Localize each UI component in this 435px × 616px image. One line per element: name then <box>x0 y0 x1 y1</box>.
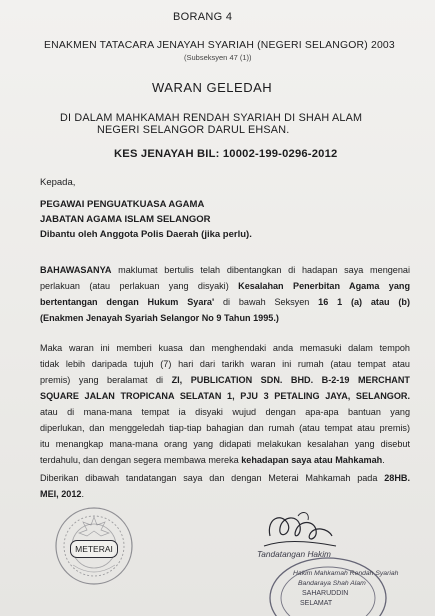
paragraph-line <box>40 372 410 388</box>
paragraph-declaration <box>40 262 410 326</box>
enactment-title: ENAKMEN TATACARA JENAYAH SYARIAH (NEGERI SELANGOR) 2003 <box>44 40 395 51</box>
bold-text: BAHAWASANYA <box>40 265 112 275</box>
signature-caption: Tandatangan Hakim <box>257 549 331 559</box>
text: premis) yang beralamat di <box>40 375 172 385</box>
seal-label: METERAI <box>75 544 113 554</box>
text: di bawah Seksyen <box>214 297 319 307</box>
bold-text: MEI, 2012 <box>40 489 82 499</box>
court-line-2: NEGERI SELANGOR DARUL EHSAN. <box>97 124 290 136</box>
bold-text: SQUARE JALAN TROPICANA SELATAN 1, PJU 3 PETALING JAYA, SELANGOR. <box>40 391 410 401</box>
judge-name-2: SELAMAT <box>300 600 333 607</box>
judge-title: Hakim Mahkamah Rendah Syariah <box>293 570 399 577</box>
recipient-salutation: Kepada, <box>40 177 76 188</box>
recipient-line-3: Dibantu oleh Anggota Polis Daerah (jika perlu). <box>40 229 252 240</box>
paragraph-line <box>40 262 410 278</box>
bold-text: (Enakmen Jenayah Syariah Selangor No 9 Tahun 1995.) <box>40 313 279 323</box>
text: itu menangkap mana-mana orang yang didapati melakukan kesalahan yang disebut <box>40 439 410 449</box>
paragraph-authority <box>40 340 410 468</box>
text: tidak lebih daripada tujuh (7) hari dari tarikh waran ini rumah (atau tempat atau <box>40 359 410 369</box>
recipient-line-2: JABATAN AGAMA ISLAM SELANGOR <box>40 214 211 225</box>
bold-text: ZI, PUBLICATION SDN. BHD. B-2-19 MERCHANT <box>171 375 410 385</box>
bold-text: 16 1 (a) atau (b) <box>318 297 411 307</box>
paragraph-line <box>40 404 410 420</box>
document-title: WARAN GELEDAH <box>152 80 273 95</box>
bold-text: Kesalahan Penerbitan Agama yang <box>238 281 410 291</box>
text: maklumat bertulis telah dibentangkan di hadapan saya mengenai <box>111 265 410 275</box>
subsection-ref: (Subseksyen 47 (1)) <box>184 53 252 62</box>
paragraph-line <box>40 470 410 486</box>
judge-name-1: SAHARUDDIN <box>302 590 349 597</box>
text: Maka waran ini memberi kuasa dan menghendaki anda memasuki dalam tempoh <box>40 343 410 353</box>
paragraph-line <box>40 310 410 326</box>
paragraph-issued <box>40 470 410 502</box>
text: diperlukan, dan menggeledah tiap-tiap bahagian dan rumah (atau tempat atau premis) <box>40 423 410 433</box>
paragraph-line <box>40 452 410 468</box>
paragraph-line <box>40 278 410 294</box>
court-line-1: DI DALAM MAHKAMAH RENDAH SYARIAH DI SHAH ALAM <box>60 112 363 124</box>
bold-text: 28HB. <box>384 473 410 483</box>
court-location: Bandaraya Shah Alam <box>298 580 366 587</box>
case-number: KES JENAYAH BIL: 10002-199-0296-2012 <box>114 148 338 160</box>
paragraph-line <box>40 486 410 502</box>
paragraph-line <box>40 340 410 356</box>
seal-label-box <box>70 540 118 558</box>
text: . <box>81 489 84 499</box>
recipient-line-1: PEGAWAI PENGUATKUASA AGAMA <box>40 199 205 210</box>
paragraph-line <box>40 436 410 452</box>
bold-text: kehadapan saya atau Mahkamah <box>241 455 383 465</box>
text: . <box>382 455 385 465</box>
text: atau di mana-mana tempat ia disyaki wujud dengan apa-apa bantuan yang <box>40 407 410 417</box>
text: Diberikan dibawah tandatangan saya dan dengan Meterai Mahkamah pada <box>40 473 385 483</box>
paragraph-line <box>40 294 410 310</box>
paragraph-line <box>40 388 410 404</box>
text: terdahulu, dan dengan segera membawa mereka <box>40 455 242 465</box>
text: perlakuan (atau perlakuan yang disyaki) <box>40 281 239 291</box>
paragraph-line <box>40 356 410 372</box>
bold-text: bertentangan dengan Hukum Syara' <box>40 297 215 307</box>
form-number: BORANG 4 <box>173 11 233 23</box>
paragraph-line <box>40 420 410 436</box>
